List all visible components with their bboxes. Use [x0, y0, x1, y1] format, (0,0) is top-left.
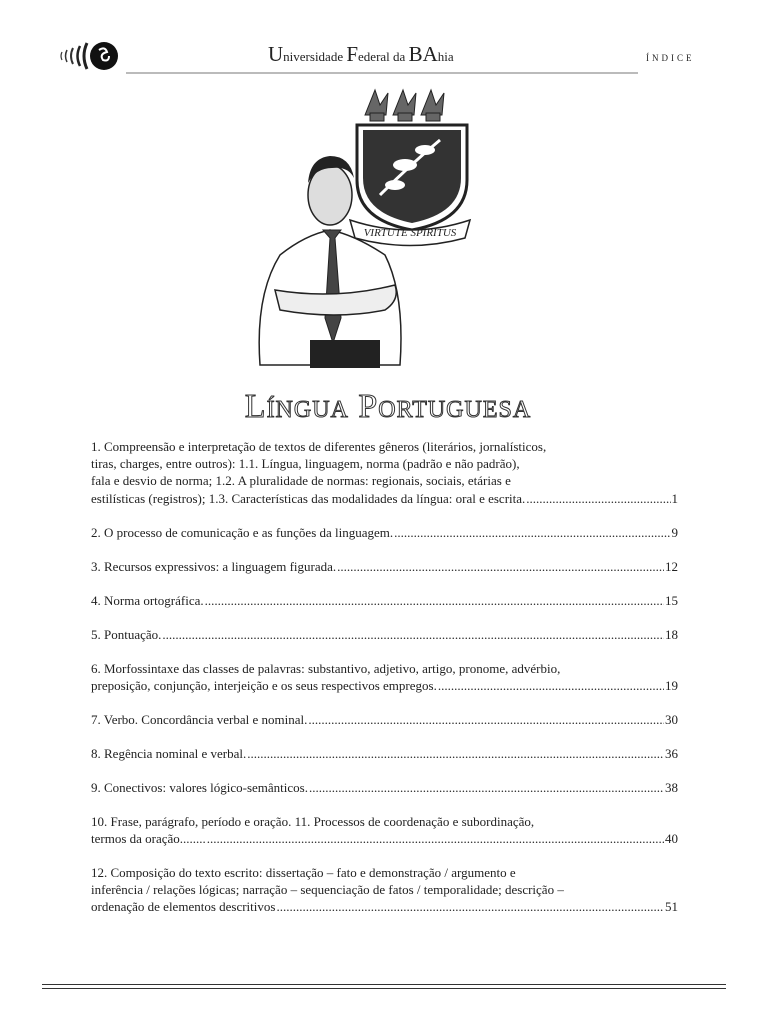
toc-entry-line: inferência / relações lógicas; narração – sequenciação de fatos / temporalidade; descrição – — [91, 882, 564, 898]
section-label: ÍNDICE — [646, 53, 695, 63]
toc-entry-line: 12. Composição do texto escrito: dissertação – fato e demonstração / argumento e — [91, 865, 516, 881]
dot-leader — [308, 711, 664, 728]
toc-entry-last-line — [91, 592, 678, 609]
toc-entry-text: 3. Recursos expressivos: a linguagem figurada. — [91, 558, 337, 574]
toc-entry[interactable] — [91, 524, 678, 541]
toc-entry-last-line — [91, 745, 678, 762]
toc-entry-last-line — [91, 558, 678, 575]
toc-entry-last-line — [91, 711, 678, 728]
toc-entry-last-line — [91, 490, 678, 507]
toc-page-number: 12 — [665, 558, 678, 574]
toc-entry[interactable] — [91, 558, 678, 575]
header-title-cap: U — [268, 42, 284, 66]
toc-entry-last-line — [91, 779, 678, 796]
toc-entry-line: tiras, charges, entre outros): 1.1. Língua, linguagem, norma (padrão e não padrão), — [91, 456, 520, 472]
toc-page-number: 15 — [665, 592, 678, 608]
toc-entry-line: 1. Compreensão e interpretação de textos de diferentes gêneros (literários, jornalísticos, — [91, 439, 547, 454]
page-title: Língua Portuguesa — [244, 388, 532, 425]
toc-entry-last-line — [91, 898, 678, 915]
table-of-contents — [91, 438, 678, 932]
toc-page-number: 40 — [665, 831, 678, 847]
toc-entry[interactable] — [91, 813, 678, 847]
toc-entry[interactable] — [91, 745, 678, 762]
header-title-cap: BA — [408, 42, 438, 66]
dot-leader — [309, 779, 664, 796]
header-title — [268, 42, 454, 67]
header-title-text: hia — [437, 49, 454, 64]
university-logo — [56, 38, 128, 74]
toc-entry-text: 2. O processo de comunicação e as funções da linguagem. — [91, 524, 394, 540]
dot-leader — [394, 524, 670, 541]
header-title-text: niversidade — [283, 49, 347, 64]
toc-entry[interactable] — [91, 711, 678, 728]
toc-page-number: 38 — [665, 779, 678, 795]
toc-entry[interactable] — [91, 660, 678, 694]
toc-entry[interactable] — [91, 438, 678, 507]
dot-leader — [526, 490, 670, 507]
dot-leader — [438, 677, 664, 694]
toc-entry-line: fala e desvio de norma; 1.2. A pluralidade de normas: regionais, sociais, etárias e — [91, 473, 511, 489]
toc-page-number: 1 — [671, 490, 678, 506]
dot-leader — [162, 626, 664, 643]
toc-entry-text: 5. Pontuação. — [91, 626, 162, 642]
toc-entry-text: preposição, conjunção, interjeição e os seus respectivos empregos. — [91, 677, 437, 693]
toc-entry[interactable] — [91, 864, 678, 916]
dot-leader — [276, 898, 664, 915]
toc-page-number: 19 — [665, 677, 678, 693]
toc-entry-line: 10. Frase, parágrafo, período e oração. 11. Processos de coordenação e subordinação, — [91, 813, 535, 829]
footer-divider — [42, 984, 726, 985]
toc-entry-last-line — [91, 626, 678, 643]
toc-entry-text: 8. Regência nominal e verbal. — [91, 745, 247, 761]
header-divider — [126, 72, 638, 74]
toc-entry-text: termos da oração........ — [91, 831, 206, 847]
toc-page-number: 36 — [665, 745, 678, 761]
toc-entry[interactable] — [91, 779, 678, 796]
dot-leader — [207, 830, 664, 847]
dot-leader — [205, 592, 664, 609]
dot-leader — [247, 745, 664, 762]
toc-page-number: 18 — [665, 626, 678, 642]
toc-entry-last-line — [91, 830, 678, 847]
toc-page-number: 51 — [665, 899, 678, 915]
illustration-teacher-and-crest — [255, 85, 480, 370]
crest-motto: VIRTUTE SPIRITUS — [363, 227, 457, 239]
toc-entry[interactable] — [91, 626, 678, 643]
toc-entry-last-line — [91, 524, 678, 541]
footer-divider — [42, 988, 726, 989]
toc-entry-text: 9. Conectivos: valores lógico-semânticos. — [91, 779, 308, 795]
toc-entry-last-line — [91, 677, 678, 694]
toc-page-number: 30 — [665, 711, 678, 727]
toc-entry-text: 7. Verbo. Concordância verbal e nominal. — [91, 711, 308, 727]
toc-page-number: 9 — [671, 524, 678, 540]
toc-entry-text: ordenação de elementos descritivos — [91, 899, 276, 915]
toc-entry-text: estilísticas (registros); 1.3. Características das modalidades da língua: oral e escrita. — [91, 490, 526, 506]
header-title-cap: F — [346, 42, 359, 66]
toc-entry-line: 6. Morfossintaxe das classes de palavras: substantivo, adjetivo, artigo, pronome, advérbio, — [91, 660, 561, 676]
header-title-text: ederal da — [358, 49, 409, 64]
toc-entry-text: 4. Norma ortográfica. — [91, 592, 204, 608]
toc-entry[interactable] — [91, 592, 678, 609]
dot-leader — [337, 558, 664, 575]
